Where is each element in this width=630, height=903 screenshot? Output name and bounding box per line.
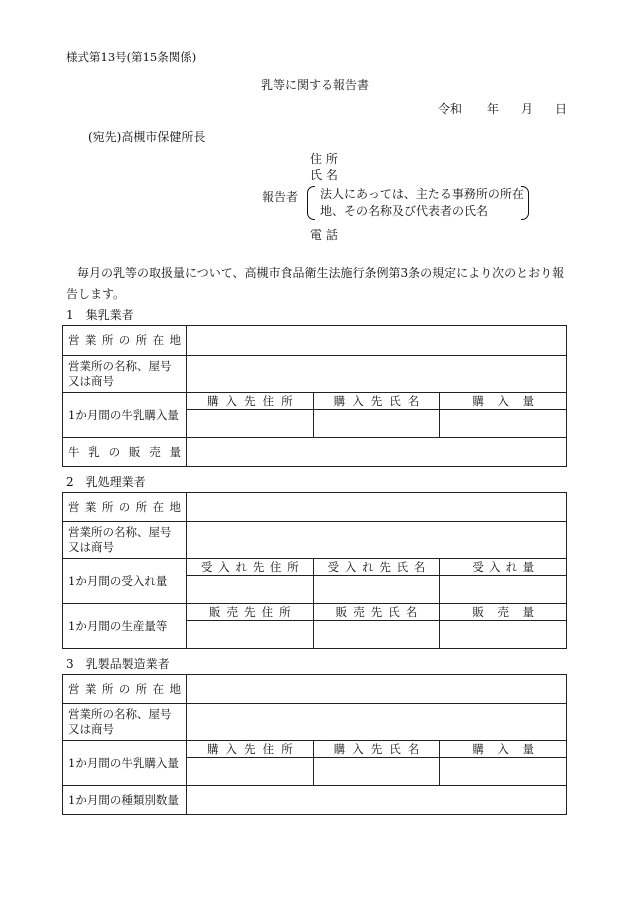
left-bracket [307,186,315,220]
col-sales-address: 販売先住所 [187,604,314,621]
office-location-field[interactable] [187,675,567,704]
reporter-phone-label: 電 話 [310,228,338,242]
section-3-table [62,674,567,815]
col-receive-name: 受入れ先氏名 [313,559,440,576]
purchase-amount-field[interactable] [440,758,567,786]
office-location-field[interactable] [187,326,567,356]
col-supplier-name: 購入先氏名 [313,393,440,410]
office-name-label: 営業所の名称、屋号 又は商号 [63,522,187,559]
col-supplier-address: 購入先住所 [187,741,314,758]
supplier-address-field[interactable] [187,410,314,438]
col-sales-amount: 販売量 [440,604,567,621]
col-supplier-name: 購入先氏名 [313,741,440,758]
supplier-name-field[interactable] [313,410,440,438]
reporter-note-line-1: 法人にあっては、主たる事務所の所在 [320,187,524,201]
office-location-field[interactable] [187,493,567,522]
intro-text: 毎月の乳等の取扱量について、高槻市食品衛生法施行条例第3条の規定により次のとおり報告します。 [66,266,565,301]
reporter-label: 報告者 [262,190,299,204]
supplier-name-field[interactable] [313,758,440,786]
type-quantity-label: 1か月間の種類別数量 [63,786,187,815]
date-era: 令和 [438,102,463,116]
milk-sales-field[interactable] [187,438,567,467]
production-amount-label: 1か月間の生産量等 [63,604,187,649]
purchase-amount-field[interactable] [440,410,567,438]
col-sales-name: 販売先氏名 [313,604,440,621]
receive-amount-label: 1か月間の受入れ量 [63,559,187,604]
office-location-label: 営業所の所在地 [63,326,187,356]
receive-name-field[interactable] [313,576,440,604]
date-month: 月 [521,102,534,116]
form-title: 乳等に関する報告書 [260,78,369,92]
col-purchase-amount: 購入量 [440,741,567,758]
sales-address-field[interactable] [187,621,314,649]
office-location-label: 営業所の所在地 [63,675,187,704]
office-name-label: 営業所の名称、屋号 又は商号 [63,356,187,393]
section-1-table [62,325,567,467]
col-receive-amount: 受入れ量 [440,559,567,576]
date-day: 日 [555,102,568,116]
milk-purchase-label: 1か月間の牛乳購入量 [63,393,187,438]
section-2-table [62,492,567,649]
sales-name-field[interactable] [313,621,440,649]
col-purchase-amount: 購入量 [440,393,567,410]
col-receive-address: 受入れ先住所 [187,559,314,576]
reporter-address-label: 住 所 [310,152,338,166]
office-name-field[interactable] [187,522,567,559]
reporter-note [307,186,529,220]
reporter-name-label: 氏 名 [310,168,338,182]
supplier-address-field[interactable] [187,758,314,786]
office-location-label: 営業所の所在地 [63,493,187,522]
receive-address-field[interactable] [187,576,314,604]
form-number: 様式第13号(第15条関係) [66,50,197,64]
section-3-heading: 3 乳製品製造業者 [66,657,170,671]
office-name-label: 営業所の名称、屋号 又は商号 [63,704,187,741]
office-name-field[interactable] [187,356,567,393]
section-1-heading: 1 集乳業者 [66,308,134,322]
col-supplier-address: 購入先住所 [187,393,314,410]
milk-sales-label: 牛乳の販売量 [63,438,187,467]
milk-purchase-label: 1か月間の牛乳購入量 [63,741,187,786]
sales-amount-field[interactable] [440,621,567,649]
reporter-note-line-2: 地、その名称及び代表者の氏名 [320,204,489,218]
receive-amount-field[interactable] [440,576,567,604]
section-2-heading: 2 乳処理業者 [66,475,146,489]
type-quantity-field[interactable] [187,786,567,815]
date-year: 年 [487,102,500,116]
addressee: (宛先)高槻市保健所長 [88,130,206,144]
office-name-field[interactable] [187,704,567,741]
